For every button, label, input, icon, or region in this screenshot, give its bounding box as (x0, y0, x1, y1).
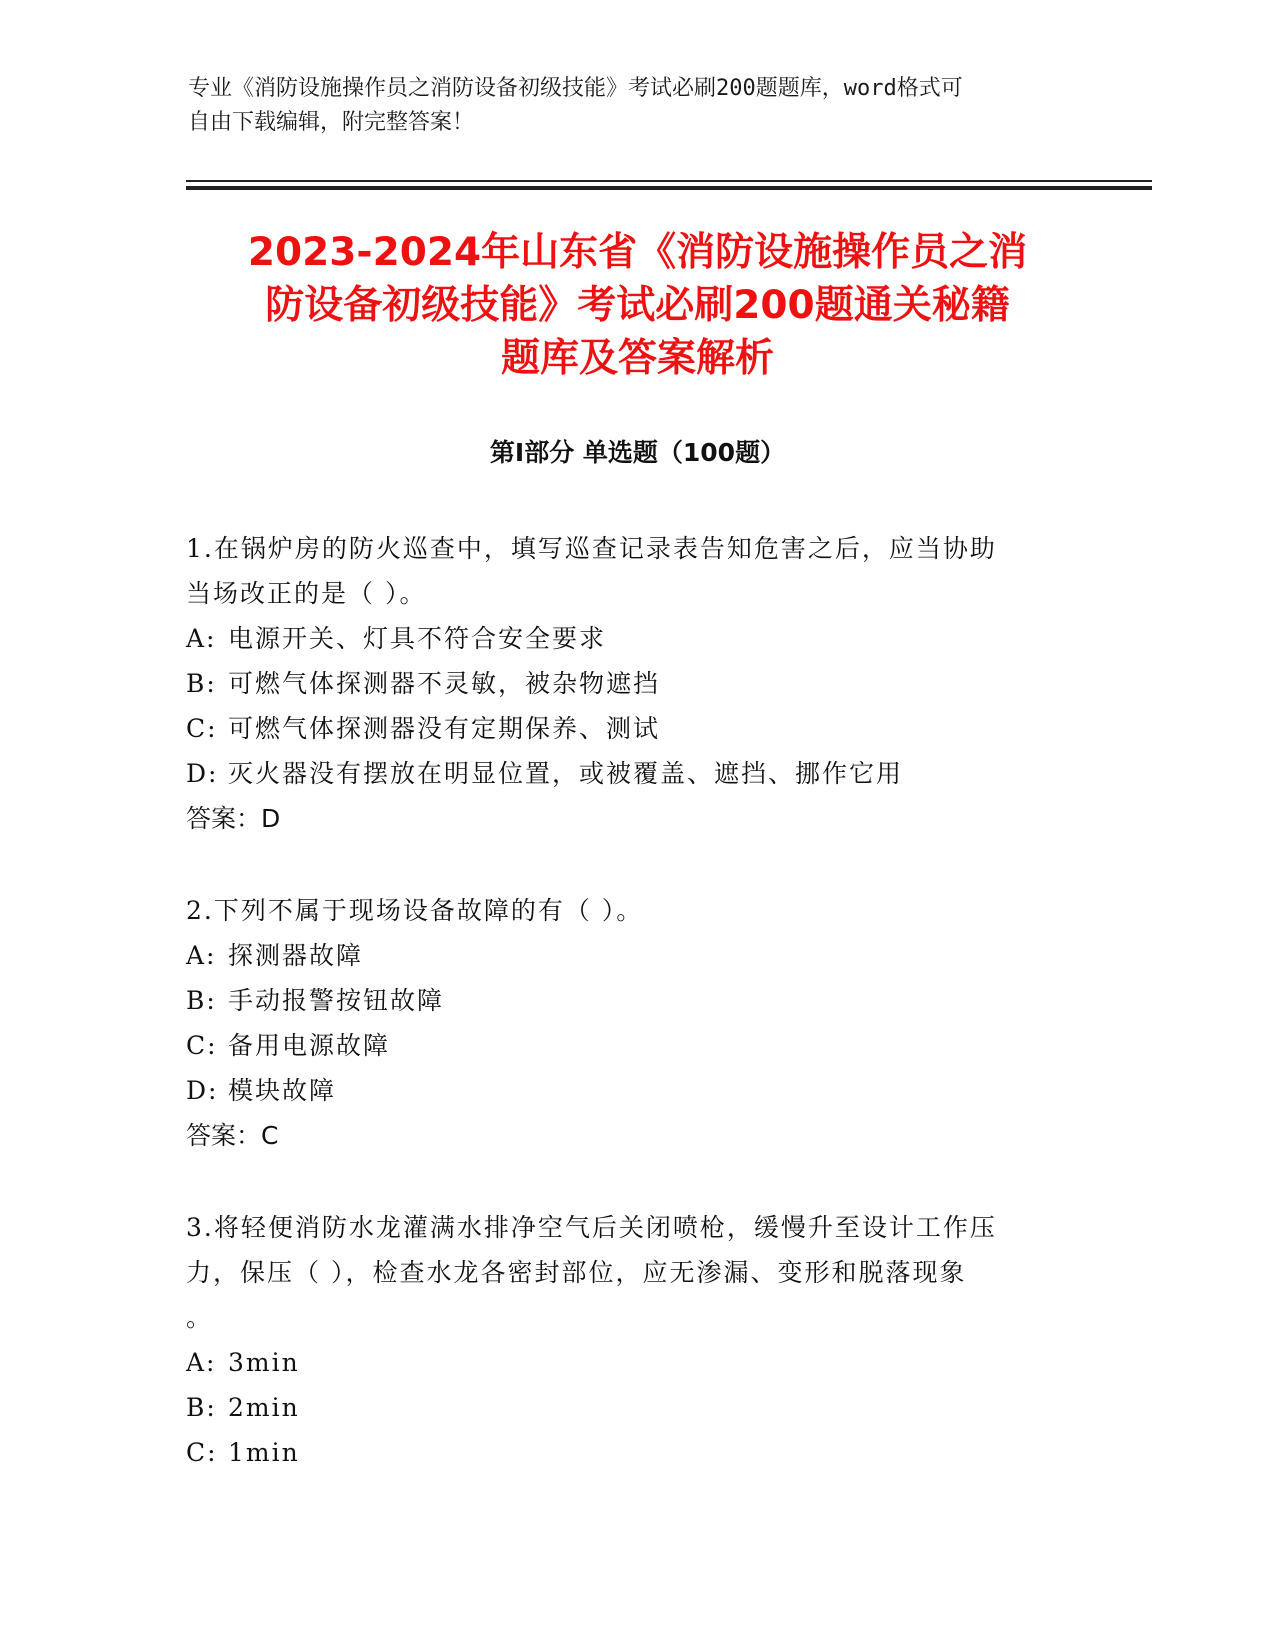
option-text: 手动报警按钮故障 (228, 986, 445, 1015)
option-text: 灭火器没有摆放在明显位置，或被覆盖、遮挡、挪作它用 (228, 759, 904, 788)
option-key: C: (186, 1031, 218, 1060)
option-d[interactable] (186, 751, 1066, 796)
document-title (150, 226, 1125, 385)
answer-label: 答案：C (186, 1121, 279, 1150)
option-b[interactable] (186, 1385, 1066, 1430)
option-key: A: (186, 1348, 217, 1377)
option-c[interactable] (186, 1023, 1066, 1068)
header-divider-thin (186, 180, 1152, 182)
document-title-line-1: 2023-2024年山东省《消防设施操作员之消 (247, 230, 1028, 275)
question-2 (186, 888, 1066, 1159)
option-b[interactable] (186, 978, 1066, 1023)
answer-label: 答案：D (186, 804, 281, 833)
header-note-line-2: 自由下载编辑，附完整答案！ (188, 110, 475, 135)
option-a[interactable] (186, 933, 1066, 978)
question-stem-line: 。 (186, 1303, 214, 1332)
option-text: 2min (228, 1393, 300, 1422)
option-key: B: (186, 1393, 217, 1422)
question-3 (186, 1205, 1066, 1475)
option-c[interactable] (186, 1430, 1066, 1475)
section-heading: 第Ⅰ部分 单选题（100题） (489, 438, 786, 467)
option-key: D: (186, 759, 219, 788)
option-text: 可燃气体探测器没有定期保养、测试 (228, 714, 661, 743)
option-b[interactable] (186, 661, 1066, 706)
question-stem-line: 1.在锅炉房的防火巡查中，填写巡查记录表告知危害之后，应当协助 (186, 534, 997, 563)
option-key: C: (186, 714, 218, 743)
option-d[interactable] (186, 1068, 1066, 1113)
question-stem-line: 力，保压（ ），检查水龙各密封部位，应无渗漏、变形和脱落现象 (186, 1258, 967, 1287)
option-text: 探测器故障 (228, 941, 364, 970)
option-a[interactable] (186, 1340, 1066, 1385)
question-stem-line: 2.下列不属于现场设备故障的有（ ）。 (186, 896, 644, 925)
option-key: A: (186, 624, 217, 653)
question-stem-line: 当场改正的是（ ）。 (186, 579, 427, 608)
option-text: 模块故障 (228, 1076, 337, 1105)
option-c[interactable] (186, 706, 1066, 751)
option-key: B: (186, 986, 217, 1015)
question-stem-line: 3.将轻便消防水龙灌满水排净空气后关闭喷枪，缓慢升至设计工作压 (186, 1213, 997, 1242)
header-divider-thick (186, 186, 1152, 190)
option-text: 备用电源故障 (228, 1031, 391, 1060)
option-key: C: (186, 1438, 218, 1467)
header-note (188, 72, 1068, 140)
option-key: A: (186, 941, 217, 970)
option-text: 电源开关、灯具不符合安全要求 (228, 624, 607, 653)
question-1 (186, 526, 1066, 842)
option-key: B: (186, 669, 217, 698)
option-text: 可燃气体探测器不灵敏，被杂物遮挡 (228, 669, 661, 698)
question-list (186, 526, 1066, 1521)
option-text: 3min (228, 1348, 300, 1377)
header-note-line-1: 专业《消防设施操作员之消防设备初级技能》考试必刷200题题库，word格式可 (188, 76, 963, 101)
document-title-line-2: 防设备初级技能》考试必刷200题通关秘籍 (265, 283, 1010, 328)
option-text: 1min (228, 1438, 300, 1467)
option-key: D: (186, 1076, 219, 1105)
document-title-line-3: 题库及答案解析 (500, 336, 774, 381)
option-a[interactable] (186, 616, 1066, 661)
